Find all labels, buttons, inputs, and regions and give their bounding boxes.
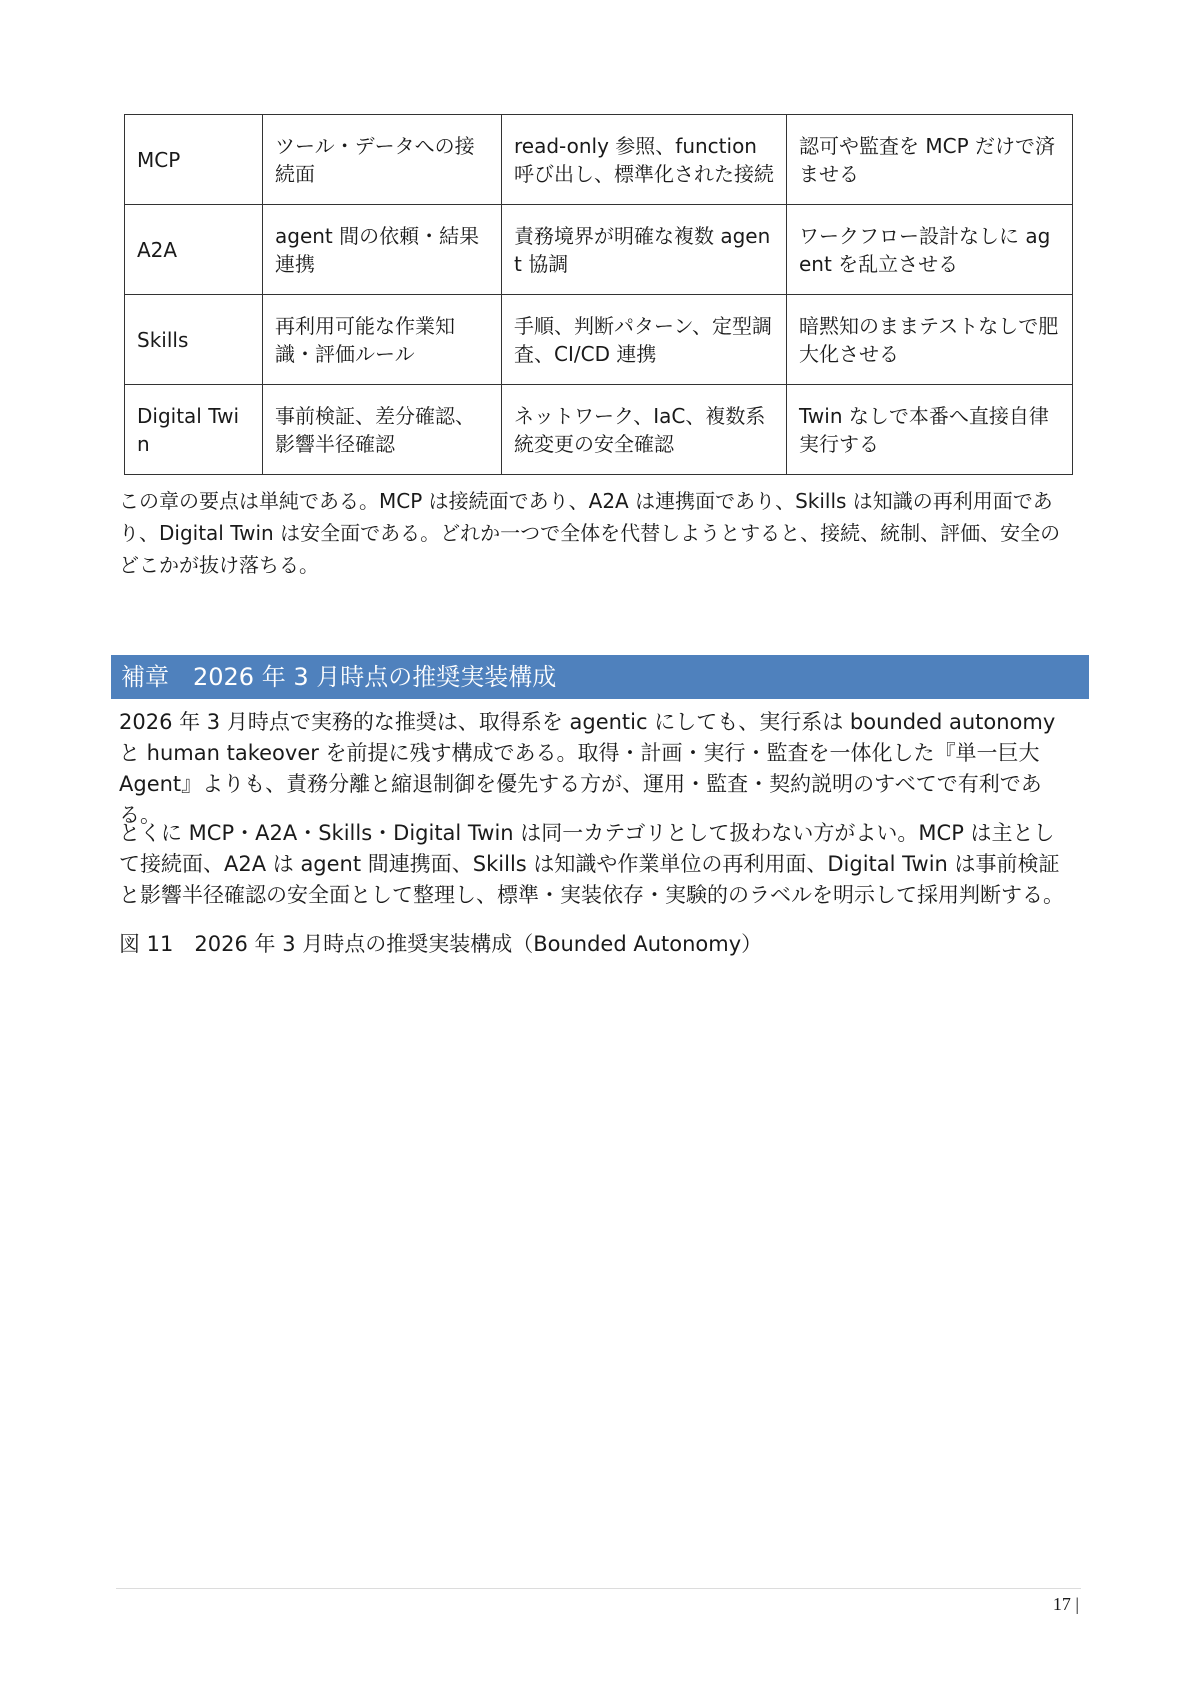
- table-cell: 再利用可能な作業知識・評価ルール: [263, 295, 502, 385]
- body-paragraph: 2026 年 3 月時点で実務的な推奨は、取得系を agentic にしても、実行系は bounded autonomy と human takeover を前提に残す構成である。取得・計画・実行・監査を一体化した『単一巨大 Agent』よりも、責務分離と縮退制御を優先する方が、運用・監査・契約説明のすべてで有利である。: [119, 710, 1056, 827]
- comparison-table: [124, 114, 1073, 475]
- table-cell: Skills: [125, 295, 263, 385]
- table-cell: agent 間の依頼・結果連携: [263, 205, 502, 295]
- footer-divider: [116, 1588, 1081, 1589]
- table-cell: 手順、判断パターン、定型調査、CI/CD 連携: [502, 295, 787, 385]
- table-row: [125, 295, 1073, 385]
- table-row: [125, 385, 1073, 475]
- table-cell: 暗黙知のままテストなしで肥大化させる: [787, 295, 1073, 385]
- section-heading: 補章 2026 年 3 月時点の推奨実装構成: [111, 655, 1089, 699]
- page-number: 17 |: [1052, 1594, 1079, 1614]
- table-cell: A2A: [125, 205, 263, 295]
- table-row: [125, 115, 1073, 205]
- table-cell: read-only 参照、function 呼び出し、標準化された接続: [502, 115, 787, 205]
- table-cell: 認可や監査を MCP だけで済ませる: [787, 115, 1073, 205]
- summary-paragraph: この章の要点は単純である。MCP は接続面であり、A2A は連携面であり、Skills は知識の再利用面であり、Digital Twin は安全面である。どれか一つで全体を代替しようとすると、接続、統制、評価、安全のどこかが抜け落ちる。: [119, 489, 1061, 577]
- table-cell: 責務境界が明確な複数 agent 協調: [502, 205, 787, 295]
- table-cell: MCP: [125, 115, 263, 205]
- table-cell: ワークフロー設計なしに agent を乱立させる: [787, 205, 1073, 295]
- table-cell: ネットワーク、IaC、複数系統変更の安全確認: [502, 385, 787, 475]
- table-cell: Digital Twin: [125, 385, 263, 475]
- table-cell: ツール・データへの接続面: [263, 115, 502, 205]
- table-row: [125, 205, 1073, 295]
- figure-caption: 図 11 2026 年 3 月時点の推奨実装構成（Bounded Autonomy）: [119, 932, 763, 956]
- table-cell: 事前検証、差分確認、影響半径確認: [263, 385, 502, 475]
- table-cell: Twin なしで本番へ直接自律実行する: [787, 385, 1073, 475]
- body-paragraph: とくに MCP・A2A・Skills・Digital Twin は同一カテゴリとして扱わない方がよい。MCP は主として接続面、A2A は agent 間連携面、Skills は知識や作業単位の再利用面、Digital Twin は事前検証と影響半径確認の安全面として整理し、標準・実装依存・実験的のラベルを明示して採用判断する。: [119, 821, 1064, 907]
